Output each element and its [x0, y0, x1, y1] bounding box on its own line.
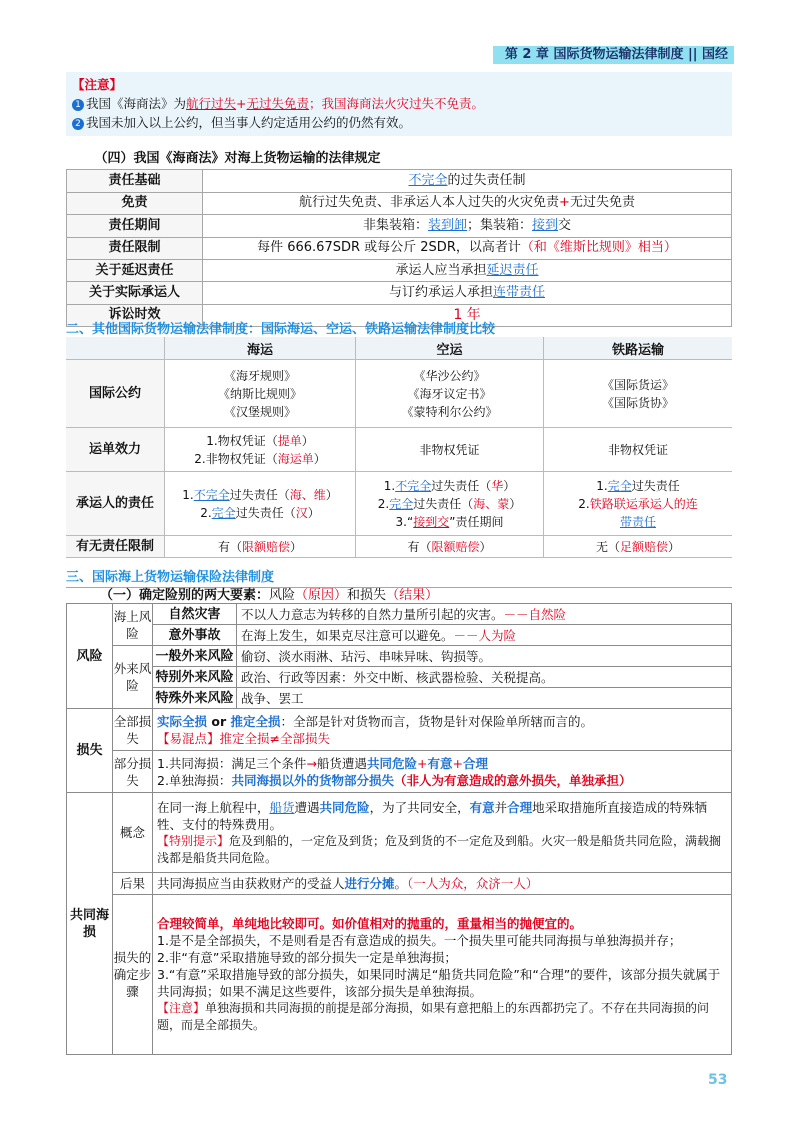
- table-row: 国际公约 《海牙规则》 《纳斯比规则》 《汉堡规则》 《华沙公约》 《海牙议定书》 《蒙特利尔公约》 《国际货运》 《国际货协》: [66, 360, 732, 428]
- note-box: [66, 72, 732, 136]
- table1-caption: （四）我国《海商法》对海上货物运输的法律规定: [67, 148, 732, 170]
- comparison-table: [66, 337, 732, 558]
- table-row: 诉讼时效 1 年: [67, 304, 732, 326]
- section-2-title: 二、其他国际货物运输法律制度：国际海运、空运、铁路运输法律制度比较: [66, 318, 732, 340]
- table-row: 承运人的责任 1.不完全过失责任（海、维） 2.完全过失责任（汉） 1.不完全过失责任（华） 2.完全过失责任（海、蒙） 3.“接到交”责任期间 1.完全过失责任 2.铁路联运承运人的连 带责任: [66, 472, 732, 536]
- table-row: 关于实际承运人 与订约承运人承担连带责任: [67, 282, 732, 304]
- note-tag: 【注意】: [72, 77, 123, 92]
- table-row: 关于延迟责任 承运人应当承担延迟责任: [67, 259, 732, 281]
- maritime-code-table: [66, 148, 732, 327]
- number-2-icon: 2: [72, 118, 84, 130]
- table-row: 特别外来风险 政治、行政等因素：外交中断、核武器检验、关税提高。: [67, 667, 732, 688]
- table-row: 损失 全部损失 实际全损 or 推定全损：全部是针对货物而言，货物是针对保险单所辖而言的。 【易混点】推定全损≠全部损失: [67, 709, 732, 751]
- table-row: 责任期间 非集装箱：装到卸；集装箱：接到交: [67, 215, 732, 237]
- table-row: 部分损失 1.共同海损：满足三个条件→船货遭遇共同危险+有意+合理 2.单独海损：共同海损以外的货物部分损失（非人为有意造成的意外损失，单独承担）: [67, 751, 732, 793]
- chapter-header: 第 2 章 国际货物运输法律制度 || 国经: [493, 46, 734, 64]
- table-row: 损失的确定步骤 合理较简单，单纯地比较即可。如价值相对的抛重的，重量相当的抛便宜的。 1.是不是全部损失，不是则看是否有意造成的损失。一个损失里可能共同海损与单独海损并存； 2.非“有意”采取措施导致的部分损失一定是单独海损； 3.“有意”采取措施导致的部分损失，如果同时满足“船货共同危险”和“合理”的要件，该部分损失就属于共同海损；如果不满足这些要件，该部分损失是单独海损。 【注意】单独海损和共同海损的前提是部分海损，如果有意把船上的东西都扔完了。不存在共同海损的问题，而是全部损失。: [67, 895, 732, 1055]
- section-3-title: 三、国际海上货物运输保险法律制度: [66, 566, 732, 588]
- table-row: 共同海损 概念 在同一海上航程中，船货遭遇共同危险，为了共同安全，有意并合理地采取措施所直接造成的特殊牺牲、支付的特殊费用。 【特别提示】危及到船的，一定危及到货；危及到货的不一定危及到船。火灾一般是船货共同危险，满载搁浅都是船货共同危险。: [67, 793, 732, 873]
- table-row: 责任限制 每件 666.67SDR 或每公斤 2SDR，以高者计（和《维斯比规则》相当）: [67, 237, 732, 259]
- table-header-row: 海运 空运 铁路运输: [66, 337, 732, 360]
- note-line-2: 2 我国未加入以上公约，但当事人约定适用公约的仍然有效。: [72, 113, 726, 132]
- page-number: 53: [708, 1072, 728, 1088]
- table-row: 风险 海上风险 自然灾害 不以人力意志为转移的自然力量所引起的灾害。－－自然险: [67, 604, 732, 625]
- section-3-subtitle: （一）确定险别的两大要素：风险（原因）和损失（结果）: [100, 588, 439, 603]
- table-row: 免责 航行过失免责、非承运人本人过失的火灾免责+无过失免责: [67, 192, 732, 214]
- table-row: 外来风险 一般外来风险 偷窃、淡水雨淋、玷污、串味异味、钩损等。: [67, 646, 732, 667]
- note-line-1: 1 我国《海商法》为航行过失+无过失免责；我国海商法火灾过失不免责。: [72, 94, 726, 113]
- table-row: 后果 共同海损应当由获救财产的受益人进行分摊。（一人为众，众济一人）: [67, 873, 732, 895]
- table-row: 责任基础 不完全的过失责任制: [67, 170, 732, 192]
- number-1-icon: 1: [72, 99, 84, 111]
- insurance-table: [66, 603, 732, 1055]
- table-row: 特殊外来风险 战争、罢工: [67, 688, 732, 709]
- table-row: 意外事故 在海上发生，如果克尽注意可以避免。－－人为险: [67, 625, 732, 646]
- table-row: 有无责任限制 有（限额赔偿） 有（限额赔偿） 无（足额赔偿）: [66, 536, 732, 558]
- table-row: 运单效力 1.物权凭证（提单） 2.非物权凭证（海运单） 非物权凭证 非物权凭证: [66, 428, 732, 472]
